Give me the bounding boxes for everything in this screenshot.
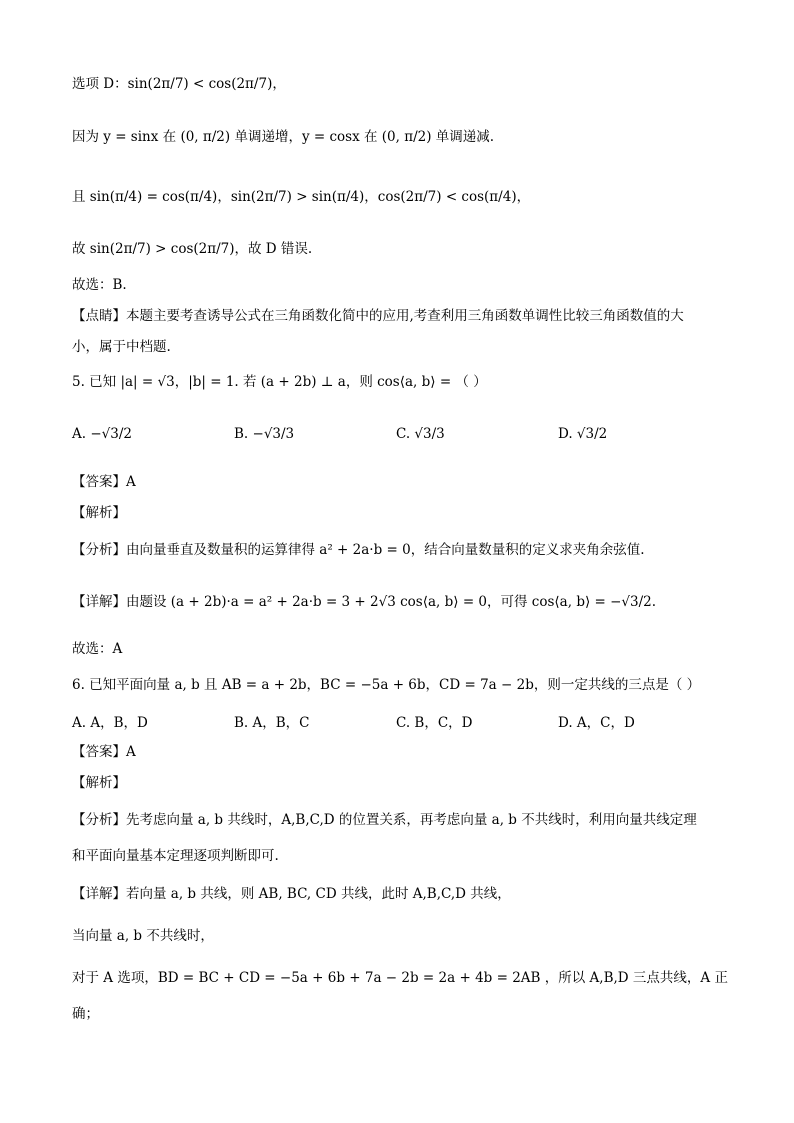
q5-answer: 【答案】A — [72, 474, 136, 490]
q6-detail-line-1: 【详解】若向量 a, b 共线，则 AB, BC, CD 共线，此时 A,B,C,D 共线， — [72, 886, 511, 902]
q5-option-c: C. √3/3 — [396, 426, 445, 442]
q6-option-a: A. A，B，D — [72, 715, 148, 731]
q5-option-b: B. −√3/3 — [234, 426, 295, 442]
comment-line-1: 【点睛】本题主要考查诱导公式在三角函数化简中的应用,考查利用三角函数单调性比较三角函数值的大 — [72, 308, 684, 324]
option-d-statement: 选项 D：sin(2π/7) < cos(2π/7)， — [72, 76, 286, 92]
q6-option-d: D. A，C，D — [558, 715, 635, 731]
q6-option-a-check: 对于 A 选项，BD = BC + CD = −5a + 6b + 7a − 2b = 2a + 4b = 2AB ，所以 A,B,D 三点共线，A 正 — [72, 970, 728, 986]
question-6-stem: 6. 已知平面向量 a, b 且 AB = a + 2b，BC = −5a + 6b，CD = 7a − 2b，则一定共线的三点是（ ） — [72, 677, 701, 693]
conclusion-d-wrong: 故 sin(2π/7) > cos(2π/7)，故 D 错误. — [72, 241, 313, 257]
q5-option-d: D. √3/2 — [558, 426, 608, 442]
answer-choice-b: 故选：B. — [72, 277, 127, 293]
question-5-stem: 5. 已知 |a| = √3，|b| = 1. 若 (a + 2b) ⊥ a，则 cos⟨a, b⟩ = （ ） — [72, 374, 487, 390]
q6-option-a-check-cont: 确； — [72, 1006, 99, 1022]
q5-analysis: 【分析】由向量垂直及数量积的运算律得 a² + 2a·b = 0，结合向量数量积的定义求夹角余弦值. — [72, 542, 645, 558]
monotonicity-reason: 因为 y = sinx 在 (0, π/2) 单调递增，y = cosx 在 (0, π/2) 单调递减. — [72, 129, 495, 145]
comparison-line: 且 sin(π/4) = cos(π/4)，sin(2π/7) > sin(π/4)，cos(2π/7) < cos(π/4)， — [72, 189, 531, 205]
q6-option-c: C. B，C，D — [396, 715, 473, 731]
q6-answer: 【答案】A — [72, 744, 136, 760]
q6-analysis-line-2: 和平面向量基本定理逐项判断即可. — [72, 848, 279, 864]
q5-analysis-heading: 【解析】 — [72, 505, 126, 521]
q6-analysis-line-1: 【分析】先考虑向量 a, b 共线时，A,B,C,D 的位置关系，再考虑向量 a, b 不共线时，利用向量共线定理 — [72, 812, 697, 828]
q5-detail: 【详解】由题设 (a + 2b)·a = a² + 2a·b = 3 + 2√3 cos⟨a, b⟩ = 0，可得 cos⟨a, b⟩ = −√3/2. — [72, 594, 657, 610]
q5-option-a: A. −√3/2 — [72, 426, 132, 442]
q6-detail-line-2: 当向量 a, b 不共线时， — [72, 928, 214, 944]
q6-option-b: B. A，B，C — [234, 715, 310, 731]
comment-line-2: 小，属于中档题. — [72, 339, 171, 355]
q5-choice: 故选：A — [72, 641, 123, 657]
q6-analysis-heading: 【解析】 — [72, 775, 126, 791]
